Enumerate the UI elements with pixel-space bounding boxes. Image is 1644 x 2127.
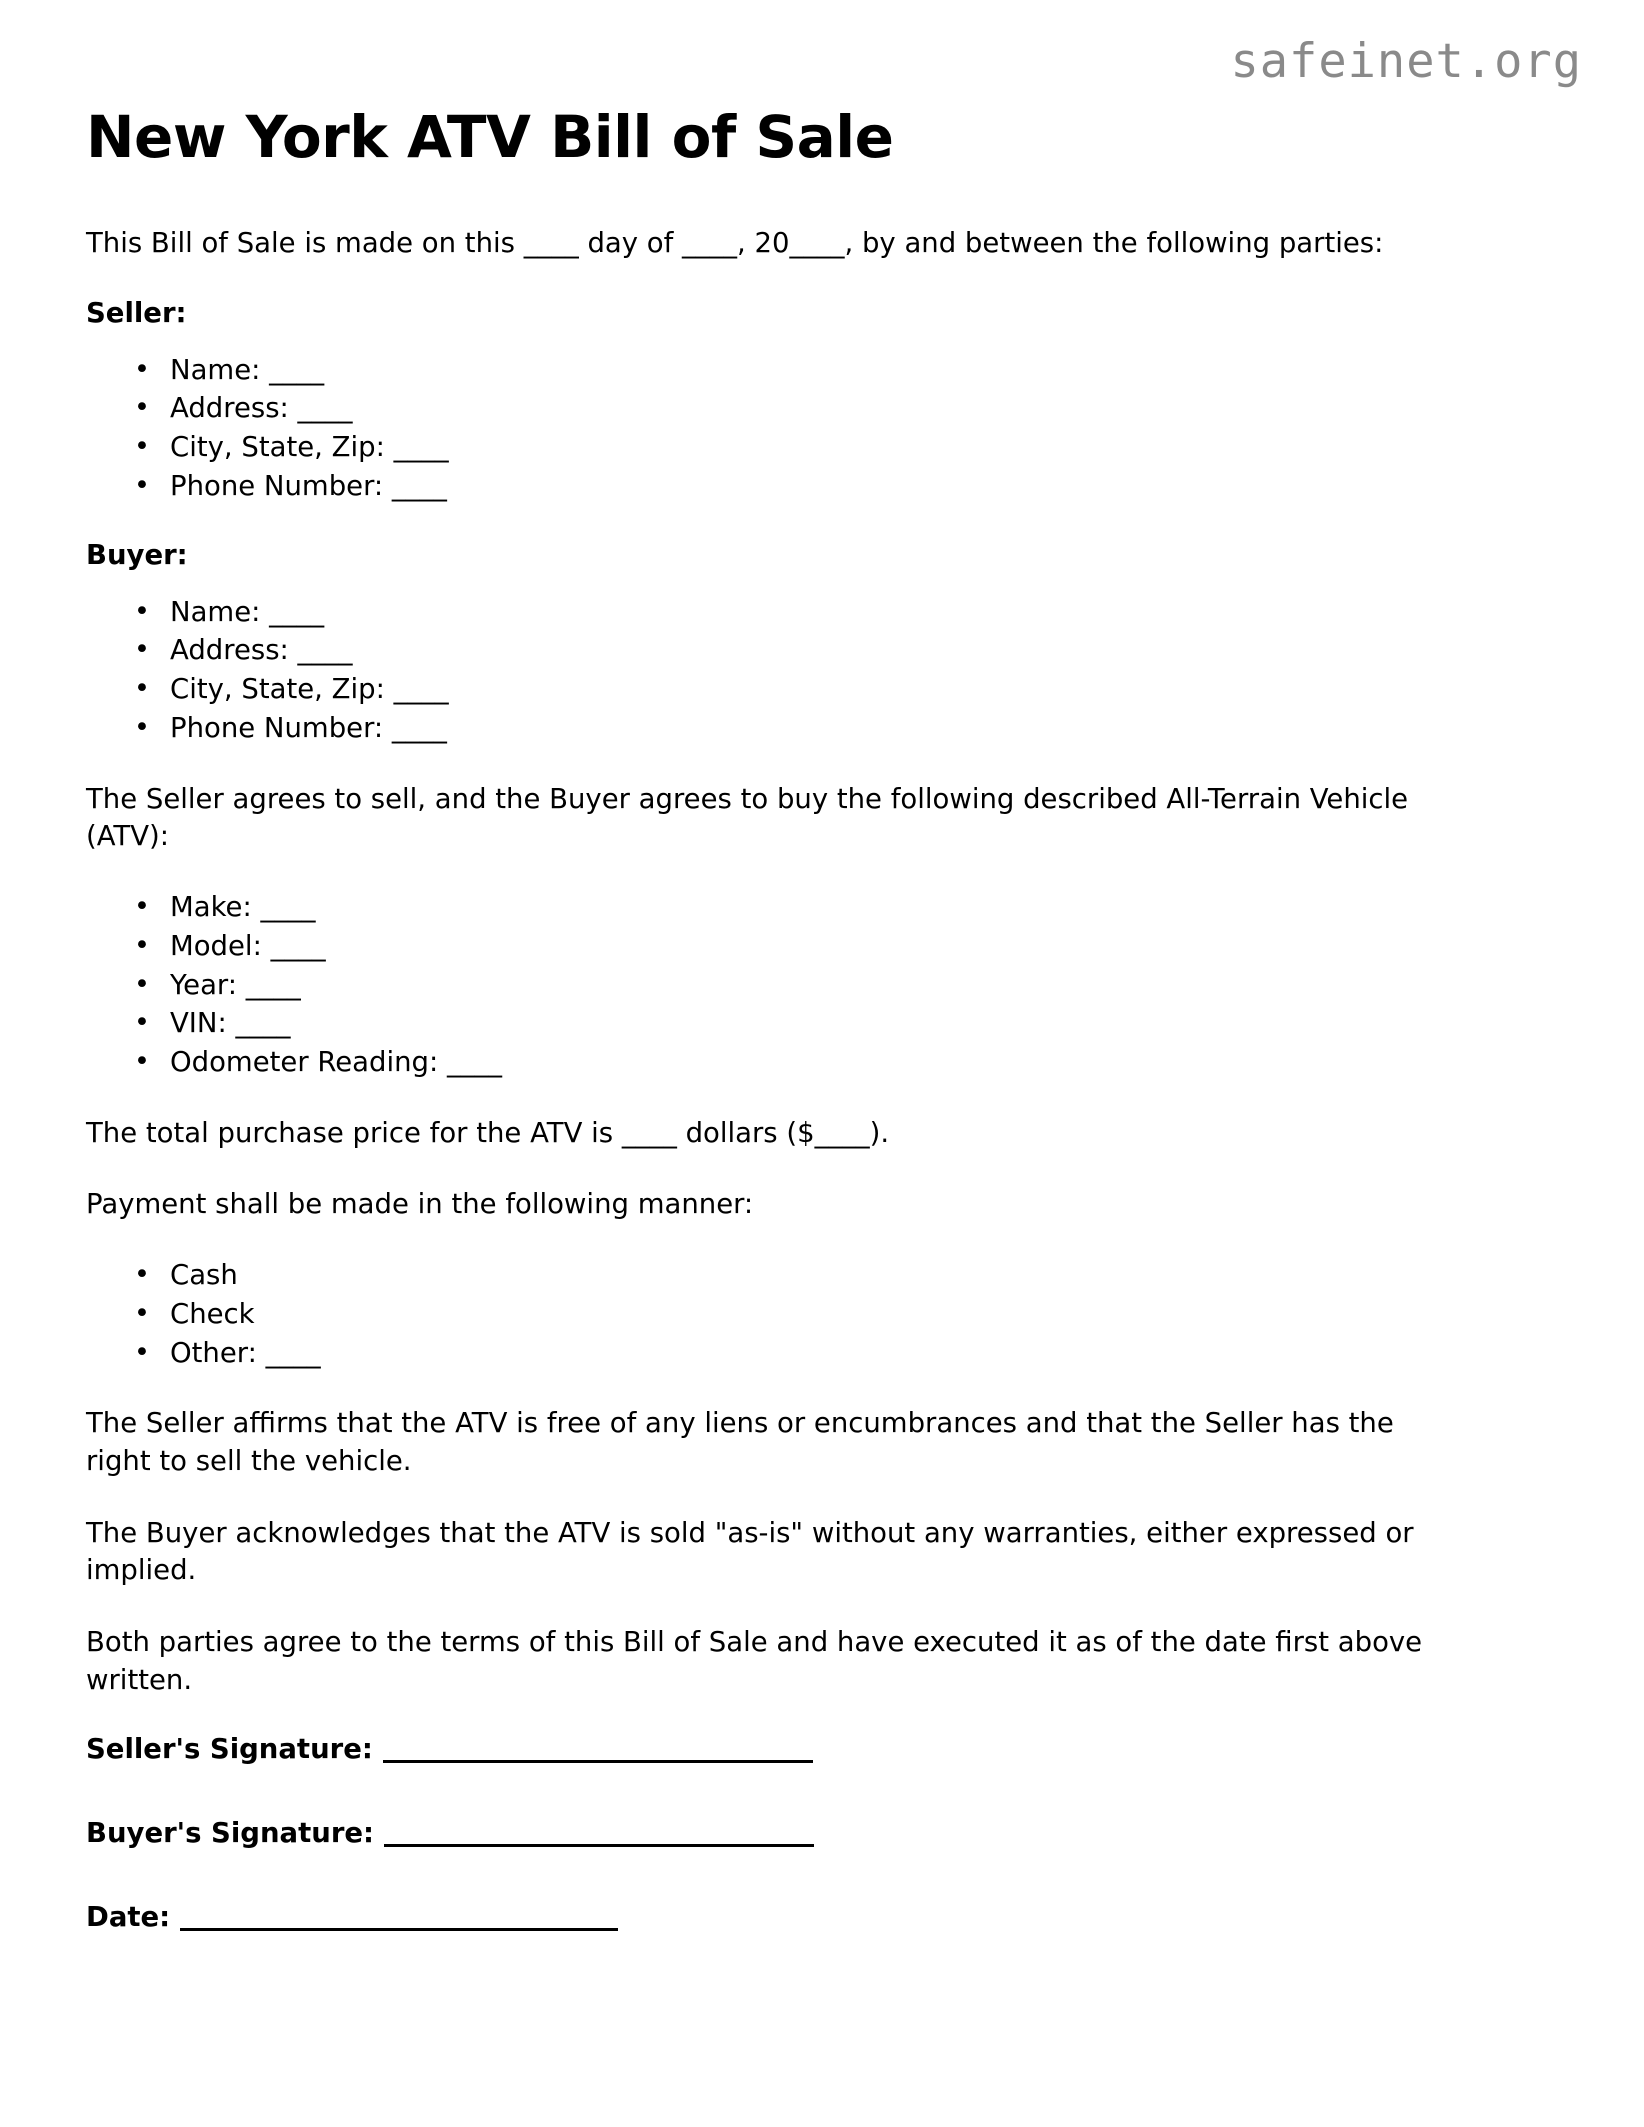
list-item: • Check [134,1297,1526,1333]
intro-paragraph: This Bill of Sale is made on this ____ day of ____, 20____, by and between the following parties: [86,227,1384,259]
date-label: Date: [86,1901,171,1934]
date-line[interactable] [180,1928,618,1931]
buyer-fields-list [86,595,1526,747]
list-item: • City, State, Zip: ____ [134,430,1526,466]
seller-section-heading: Seller: [86,296,187,329]
buyer-section-heading: Buyer: [86,538,188,571]
list-item: • VIN: ____ [134,1006,1526,1042]
lien-clause-paragraph: The Seller affirms that the ATV is free of any liens or encumbrances and that the Seller has the right to sell the vehicle. [86,1407,1394,1478]
seller-signature-label: Seller's Signature: [86,1733,373,1766]
seller-fields-list [86,353,1526,505]
seller-signature-line[interactable] [383,1760,813,1763]
payment-intro-paragraph: Payment shall be made in the following manner: [86,1188,754,1221]
list-item: • Odometer Reading: ____ [134,1045,1526,1081]
list-item: • Year: ____ [134,968,1526,1004]
buyer-signature-line[interactable] [384,1844,814,1847]
list-item: • Phone Number: ____ [134,469,1526,505]
purchase-price-paragraph: The total purchase price for the ATV is ____ dollars ($____). [86,1116,890,1149]
execution-clause-paragraph: Both parties agree to the terms of this Bill of Sale and have executed it as of the date first above written. [86,1626,1423,1696]
buyer-signature-label: Buyer's Signature: [86,1817,375,1850]
list-item: • Model: ____ [134,929,1526,965]
list-item: • City, State, Zip: ____ [134,672,1526,708]
list-item: • Name: ____ [134,353,1526,389]
vehicle-details-list [86,890,1526,1081]
buyer-signature-row [86,1817,1526,1849]
list-item: • Name: ____ [134,595,1526,631]
list-item: • Make: ____ [134,890,1526,926]
document-body [86,225,1526,1934]
list-item: • Address: ____ [134,633,1526,669]
list-item: • Other: ____ [134,1336,1526,1372]
seller-signature-row [86,1733,1526,1765]
list-item: • Address: ____ [134,391,1526,427]
signature-block [86,1733,1526,1985]
list-item: • Phone Number: ____ [134,711,1526,747]
site-watermark: safeinet.org [1230,34,1582,89]
list-item: • Cash [134,1258,1526,1294]
date-row [86,1901,1526,1933]
page-title: New York ATV Bill of Sale [86,103,894,171]
payment-methods-list [86,1258,1526,1371]
as-is-clause-paragraph: The Buyer acknowledges that the ATV is sold "as-is" without any warranties, either expressed or implied. [86,1516,1414,1587]
vehicle-intro-paragraph: The Seller agrees to sell, and the Buyer agrees to buy the following described All-Terrain Vehicle (ATV): [86,782,1409,853]
